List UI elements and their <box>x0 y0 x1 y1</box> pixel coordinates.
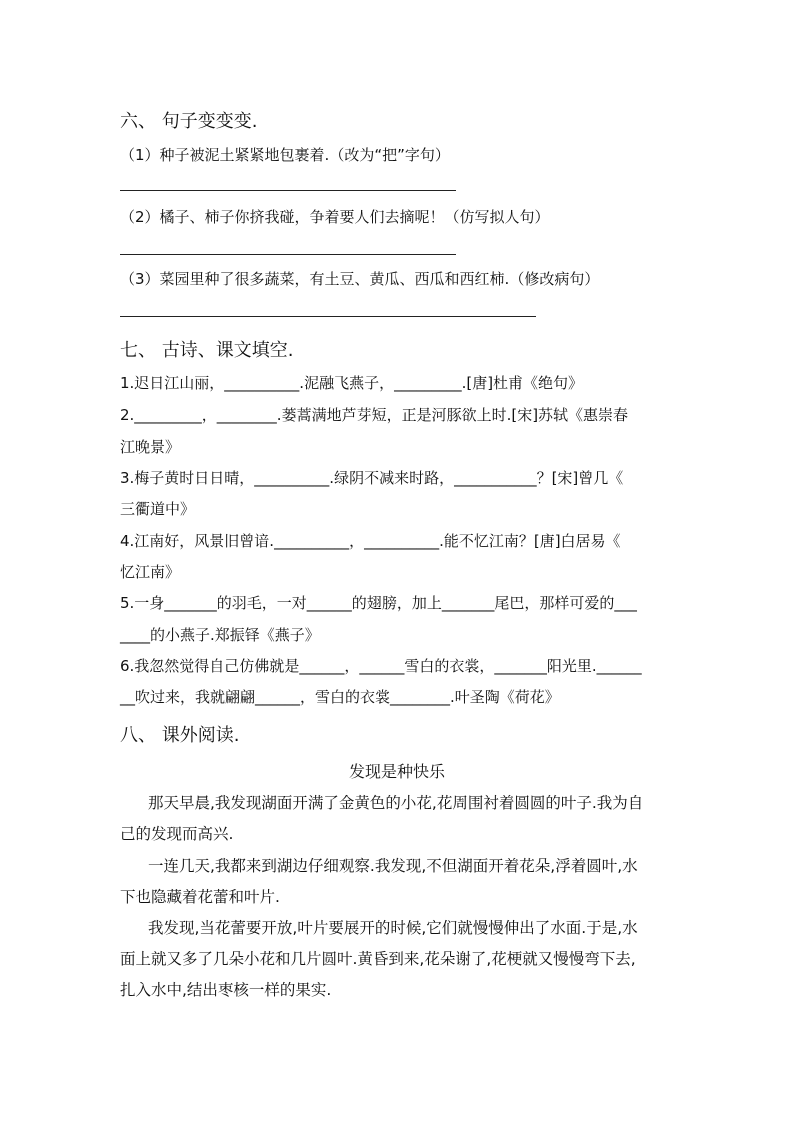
paragraph-line: 扎入水中,结出枣核一样的果实. <box>120 981 332 999</box>
fill-line: ____的小燕子.郑振铎《燕子》 <box>120 626 320 644</box>
question-item: （2）橘子、柿子你挤我碰，争着要人们去摘呢！（仿写拟人句） <box>120 208 550 226</box>
paragraph-line: 一连几天,我都来到湖边仔细观察.我发现,不但湖面开着花朵,浮着圆叶,水 <box>148 857 638 875</box>
fill-line: 4.江南好，风景旧曾谙.__________，__________.能不忆江南？[唐]白居易《 <box>120 532 621 550</box>
section-seven-heading: 七、 古诗、课文填空. <box>120 340 294 361</box>
fill-line: 忆江南》 <box>120 563 181 581</box>
answer-line[interactable] <box>120 190 456 191</box>
paragraph-line: 那天早晨,我发现湖面开满了金黄色的小花,花周围衬着圆圆的叶子.我为自 <box>148 794 644 812</box>
fill-line: 三衢道中》 <box>120 500 196 518</box>
answer-line[interactable] <box>120 254 456 255</box>
paragraph-line: 下也隐藏着花蕾和叶片. <box>120 888 280 906</box>
answer-line[interactable] <box>120 316 536 317</box>
fill-line: 2._________，________.蒌蒿满地芦芽短，正是河豚欲上时.[宋]苏轼《惠崇春 <box>120 406 629 424</box>
article-title: 发现是种快乐 <box>348 762 445 781</box>
question-item: （3）菜园里种了很多蔬菜，有土豆、黄瓜、西瓜和西红柿.（修改病句） <box>120 270 600 288</box>
fill-line: 江晚景》 <box>120 438 181 456</box>
fill-line: 3.梅子黄时日日晴，__________.绿阴不减来时路，___________？[宋]曾几《 <box>120 469 624 487</box>
fill-line: 5.一身_______的羽毛，一对______的翅膀，加上_______尾巴，那样可爱的___ <box>120 594 637 612</box>
section-eight-heading: 八、 课外阅读. <box>120 725 240 746</box>
fill-line: __吹过来，我就翩翩______，雪白的衣裳________.叶圣陶《荷花》 <box>120 688 560 706</box>
section-six-heading: 六、 句子变变变. <box>120 111 258 132</box>
paragraph-line: 我发现,当花蕾要开放,叶片要展开的时候,它们就慢慢伸出了水面.于是,水 <box>148 919 638 937</box>
paragraph-line: 己的发现而高兴. <box>120 825 234 843</box>
fill-line: 6.我忽然觉得自己仿佛就是______，______雪白的衣裳，_______阳光里.______ <box>120 657 642 675</box>
fill-line: 1.迟日江山丽，__________.泥融飞燕子，_________.[唐]杜甫《绝句》 <box>120 374 584 392</box>
paragraph-line: 面上就又多了几朵小花和几片圆叶.黄昏到来,花朵谢了,花梗就又慢慢弯下去, <box>120 950 636 968</box>
question-item: （1）种子被泥土紧紧地包裹着.（改为“把”字句） <box>120 146 450 164</box>
